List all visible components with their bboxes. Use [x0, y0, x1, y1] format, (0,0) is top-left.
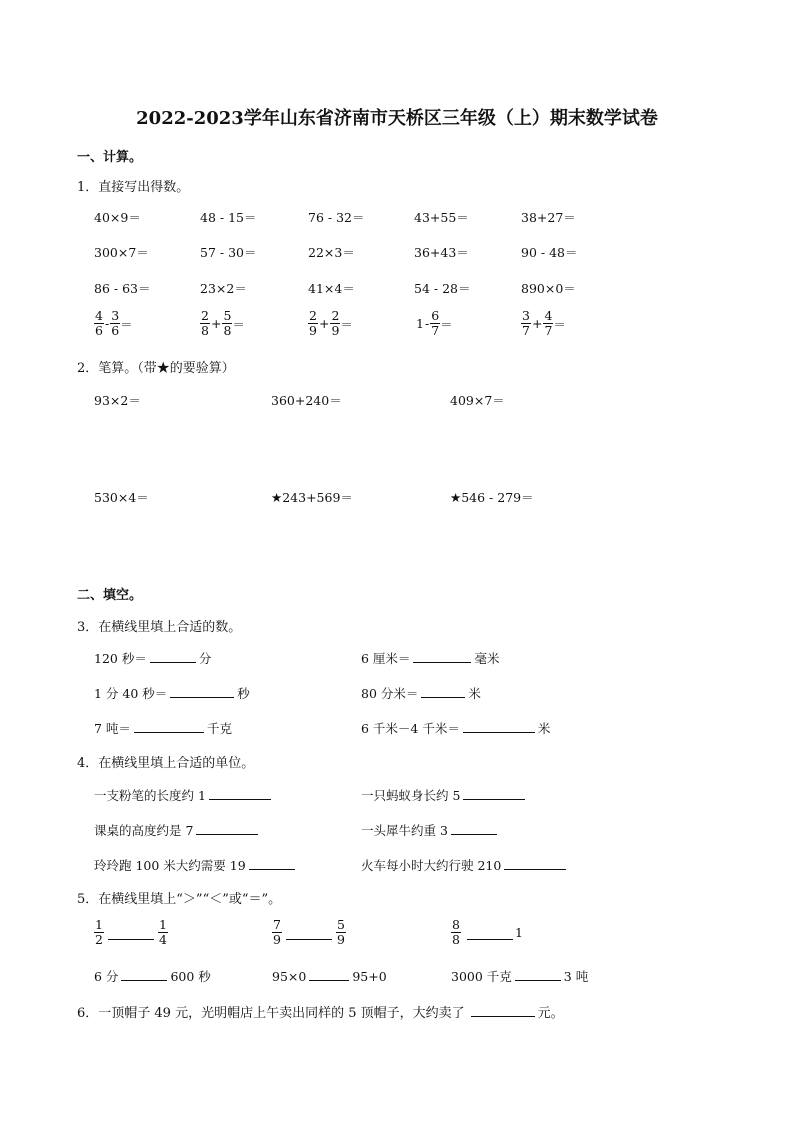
fraction-problem: $\frac{2}{8}$ + $\frac{5}{8}$ ＝: [201, 308, 245, 338]
answer-blank[interactable]: [108, 926, 154, 940]
problem: 90 - 48＝: [521, 245, 578, 260]
problem: 38+27＝: [521, 210, 576, 225]
fill-item: 120 秒＝ 分: [94, 651, 212, 666]
fraction: $\frac{2}{9}$: [331, 308, 340, 338]
compare-item: 3000 千克 3 吨: [451, 969, 589, 984]
fill-item: 1 分 40 秒＝ 秒: [94, 686, 250, 701]
exam-title: 2022-2023学年山东省济南市天桥区三年级（上）期末数学试卷: [136, 108, 658, 129]
answer-blank[interactable]: [121, 967, 167, 981]
compare-item: [94, 918, 168, 947]
written-problem: ★243+569＝: [271, 490, 353, 505]
answer-blank[interactable]: [504, 856, 566, 870]
answer-blank[interactable]: [467, 926, 513, 940]
section-heading-calculation: 一、计算。: [77, 150, 143, 165]
written-problem: 530×4＝: [94, 490, 149, 505]
question-4-label: 4．在横线里填上合适的单位。: [77, 756, 255, 771]
answer-blank[interactable]: [413, 649, 471, 663]
problem: 86 - 63＝: [94, 281, 151, 296]
problem: 48 - 15＝: [200, 210, 257, 225]
fraction: $\frac{1}{4}$: [158, 917, 167, 947]
question-1-label: 1．直接写出得数。: [77, 180, 190, 195]
written-problem: 360+240＝: [271, 393, 342, 408]
answer-blank[interactable]: [196, 821, 258, 835]
fraction-problem: 1 - $\frac{6}{7}$ ＝: [416, 308, 453, 338]
fraction: $\frac{5}{9}$: [336, 917, 345, 947]
answer-blank[interactable]: [170, 684, 234, 698]
question-6: 6．一顶帽子 49 元，光明帽店上午卖出同样的 5 顶帽子，大约卖了 元。: [77, 1002, 564, 1021]
fill-item: 80 分米＝ 米: [361, 686, 481, 701]
problem: 41×4＝: [308, 281, 355, 296]
fraction-problem: $\frac{4}{6}$ - $\frac{3}{6}$ ＝: [95, 308, 133, 338]
question-5-label: 5．在横线里填上“＞”“＜”或“＝”。: [77, 892, 282, 907]
answer-blank[interactable]: [209, 786, 271, 800]
answer-blank[interactable]: [463, 786, 525, 800]
fill-item: 课桌的高度约是 7: [94, 821, 261, 839]
fraction: $\frac{6}{7}$: [431, 308, 440, 338]
fraction: $\frac{2}{9}$: [309, 308, 317, 338]
fill-item: 一支粉笔的长度约 1: [94, 786, 274, 804]
written-problem: ★546 - 279＝: [450, 490, 534, 505]
fraction: $\frac{5}{8}$: [223, 308, 232, 338]
written-problem: 409×7＝: [450, 393, 505, 408]
problem: 890×0＝: [521, 281, 576, 296]
answer-blank[interactable]: [150, 649, 196, 663]
fill-item: 一头犀牛约重 3: [361, 821, 500, 839]
answer-blank[interactable]: [421, 684, 465, 698]
compare-item: $\frac{8}{8}$ 1: [452, 917, 523, 947]
answer-blank[interactable]: [463, 719, 535, 733]
fraction: $\frac{8}{8}$: [452, 917, 460, 947]
fraction: $\frac{3}{7}$: [522, 308, 530, 338]
section-heading-fill-blanks: 二、填空。: [77, 588, 143, 603]
problem: 40×9＝: [94, 210, 141, 225]
problem: 54 - 28＝: [414, 281, 471, 296]
fill-item: 6 厘米＝ 毫米: [361, 651, 500, 666]
answer-blank[interactable]: [309, 967, 349, 981]
answer-blank[interactable]: [249, 856, 295, 870]
problem: 43+55＝: [414, 210, 469, 225]
fraction-problem: $\frac{2}{9}$ + $\frac{2}{9}$ ＝: [309, 308, 353, 338]
problem: 300×7＝: [94, 245, 149, 260]
answer-blank[interactable]: [286, 926, 332, 940]
answer-blank[interactable]: [471, 1003, 535, 1017]
written-problem: 93×2＝: [94, 393, 141, 408]
compare-item: 95×0 95+0: [272, 969, 387, 984]
fraction: $\frac{7}{9}$: [273, 917, 281, 947]
fill-item: 一只蚂蚁身长约 5: [361, 786, 528, 804]
fraction: $\frac{3}{6}$: [111, 308, 120, 338]
fill-item: 火车每小时大约行驶 210: [361, 856, 569, 874]
answer-blank[interactable]: [451, 821, 497, 835]
answer-blank[interactable]: [515, 967, 561, 981]
problem: 22×3＝: [308, 245, 355, 260]
fraction: $\frac{1}{2}$: [95, 917, 103, 947]
fill-item: 6 千米－4 千米＝ 米: [361, 721, 551, 736]
compare-item: 6 分 600 秒: [94, 969, 211, 984]
fraction: $\frac{4}{7}$: [544, 308, 553, 338]
fraction: $\frac{4}{6}$: [95, 308, 103, 338]
problem: 23×2＝: [200, 281, 247, 296]
question-2-label: 2．笔算。（带★的要验算）: [77, 361, 235, 376]
problem: 76 - 32＝: [308, 210, 365, 225]
fraction: $\frac{2}{8}$: [201, 308, 209, 338]
answer-blank[interactable]: [134, 719, 204, 733]
fraction-problem: $\frac{3}{7}$ + $\frac{4}{7}$ ＝: [522, 308, 566, 338]
problem: 36+43＝: [414, 245, 469, 260]
compare-item: [272, 918, 346, 947]
problem: 57 - 30＝: [200, 245, 257, 260]
fill-item: 玲玲跑 100 米大约需要 19: [94, 856, 298, 874]
question-3-label: 3．在横线里填上合适的数。: [77, 620, 242, 635]
fill-item: 7 吨＝ 千克: [94, 721, 232, 736]
